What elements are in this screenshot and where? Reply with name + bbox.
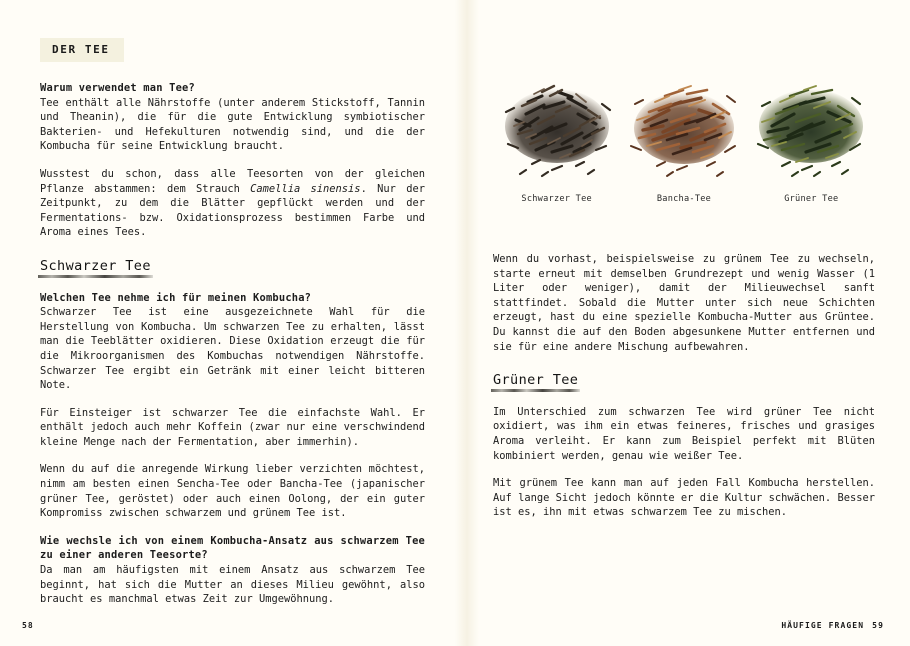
black-tea-pile-illustration: [492, 34, 622, 182]
paragraph-schwarzer-tee-1: Schwarzer Tee ist eine ausgezeichnete Wahl für die Herstellung von Kombucha. Um schwarzen Tee zu erhalten, lässt man die Teeblätter oxidieren. Diese Oxidation erzeugt die für die Mikroorganismen des Kombuchas notwendigen Nährstoffe. Schwarzer Tee ergibt ein Getränk mit einer leicht bitteren Note.: [40, 306, 425, 392]
running-head: HÄUFIGE FRAGEN: [781, 621, 865, 630]
right-body-column: [493, 204, 875, 520]
folio-right: [781, 621, 884, 630]
paragraph-gruener-tee-2: Mit grünem Tee kann man auf jeden Fall Kombucha herstellen. Auf lange Sicht jedoch könnte er die Kultur schwächen. Besser ist es, ihn mit etwas schwarzem Tee zu mischen.: [493, 477, 875, 519]
folio-left: 58: [22, 621, 34, 630]
paragraph-wechsel-gruentee: Wenn du vorhast, beispielsweise zu grünem Tee zu wechseln, starte erneut mit demselben Grundrezept und wenig Wasser (1 Liter oder weniger), damit der Milieuwechsel sanft stattfindet. Sobald die Mutter unter sich neue Schichten erzeugt, hast du eine spezielle Kombucha-Mutter aus Grüntee. Du kannst die auf den Boden abgesunkene Mutter entfernen und sie für eine andere Mischung aufbewahren.: [493, 253, 875, 353]
chapter-tag: DER TEE: [40, 38, 124, 62]
caption-schwarzer-tee: Schwarzer Tee: [521, 194, 592, 204]
question-heading-wie-wechsle: Wie wechsle ich von einem Kombucha-Ansatz aus schwarzem Tee zu einer anderen Teesorte?: [40, 534, 425, 562]
bancha-tea-pile-illustration: [619, 34, 749, 182]
schwarzer-tee-photo: [493, 34, 620, 182]
tea-photo-row: [493, 0, 875, 184]
section-heading-schwarzer-tee: [40, 259, 151, 278]
right-page: [455, 0, 910, 646]
folio-number-right: 59: [872, 621, 884, 630]
camellia-paragraph: [40, 167, 425, 240]
camellia-text-post: . Nur der Zeitpunkt, zu dem die Blätter gepflückt werden und der Fermentations- bzw. Oxidationsprozess bestimmen Farbe und Aroma eines Tees.: [40, 182, 425, 239]
gruener-tee-photo: [748, 34, 875, 182]
paragraph-schwarzer-tee-3: Wenn du auf die anregende Wirkung lieber verzichten möchtest, nimm am besten einen Sencha-Tee oder Bancha-Tee (japanischer grüner Tee, geröstet) oder auch einen Oolong, der ein guter Kompromiss zwischen schwarzem und grünem Tee ist.: [40, 463, 425, 520]
camellia-species-name: Camellia sinensis: [250, 182, 361, 195]
section-heading-schwarzer-tee-label: Schwarzer Tee: [40, 257, 151, 274]
brush-underline-icon: [491, 389, 580, 392]
q1-block: [40, 291, 425, 393]
bancha-tee-photo: [620, 34, 747, 182]
green-tea-pile-illustration: [746, 34, 876, 182]
brush-underline-icon: [38, 275, 153, 278]
section-heading-gruener-tee-wrap: [493, 367, 875, 405]
intro-paragraph: Tee enthält alle Nährstoffe (unter anderem Stickstoff, Tannin und Theanin), die für die gute Entwicklung symbiotischer Bakterien- und Hefekulturen notwendig sind, und die der Kombucha für seine Entwicklung braucht.: [40, 96, 425, 153]
chapter-tag-wrap: [40, 0, 425, 62]
left-body-column: [40, 81, 425, 607]
section-heading-gruener-tee: [493, 373, 578, 392]
photo-caption-row: [493, 194, 875, 204]
intro-block: [40, 81, 425, 154]
question-heading-welchen-tee: Welchen Tee nehme ich für meinen Kombucha?: [40, 291, 312, 304]
paragraph-schwarzer-tee-2: Für Einsteiger ist schwarzer Tee die einfachste Wahl. Er enthält jedoch auch mehr Koffein (zwar nur eine verschwindend kleine Menge nach der Fermentation, aber immerhin).: [40, 406, 425, 448]
paragraph-gruener-tee-1: Im Unterschied zum schwarzen Tee wird grüner Tee nicht oxidiert, was ihm ein etwas feineres, frisches und grasiges Aroma verleiht. Er kann zum Beispiel perfekt mit Blüten kombiniert werden, genau wie weißer Tee.: [493, 405, 875, 462]
section-heading-schwarzer-tee-wrap: [40, 253, 425, 291]
caption-bancha-tee: Bancha-Tee: [656, 194, 712, 204]
paragraph-schwarzer-tee-4: Da man am häufigsten mit einem Ansatz aus schwarzem Tee beginnt, hat sich die Mutter an dieses Milieu gewöhnt, also braucht es manchmal etwas Zeit zur Umgewöhnung.: [40, 564, 425, 606]
q2-block: [40, 534, 425, 607]
section-heading-gruener-tee-label: Grüner Tee: [493, 372, 579, 389]
caption-gruener-tee: Grüner Tee: [784, 194, 839, 204]
camellia-text-pre: Wusstest du schon, dass alle Teesorten von der gleichen Pflanze abstammen: dem Strauch: [40, 167, 425, 195]
question-heading-warum: Warum verwendet man Tee?: [40, 82, 195, 94]
